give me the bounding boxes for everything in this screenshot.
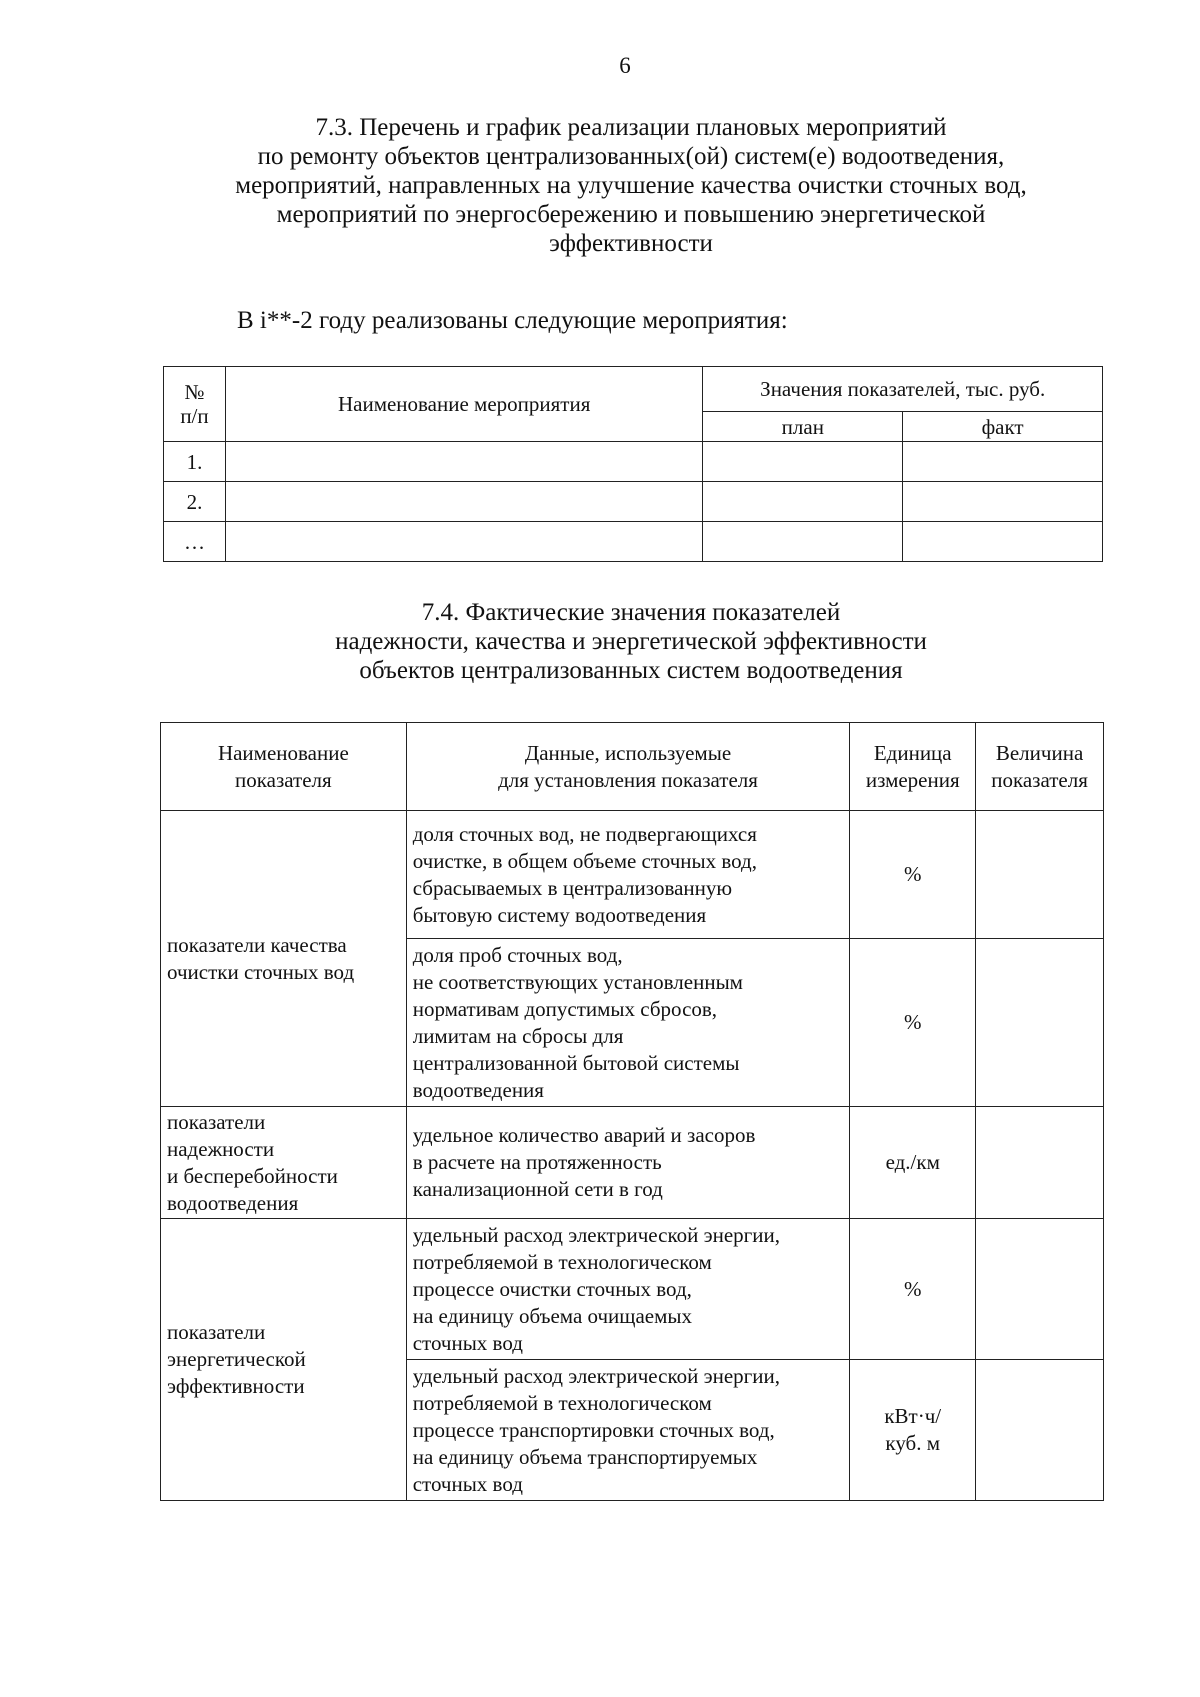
group-line: надежности: [167, 1136, 275, 1161]
header-line: Наименование: [217, 740, 349, 765]
unit-cell: [850, 1219, 976, 1360]
value-cell: [976, 1107, 1104, 1219]
header-line: измерения: [865, 767, 960, 792]
data-line: лимитам на сбросы для: [412, 1023, 624, 1048]
title-line: 7.3. Перечень и график реализации плановых мероприятий: [315, 114, 947, 141]
cell-plan: [703, 522, 903, 562]
source-data-cell: [406, 811, 850, 939]
table-row: [164, 482, 1103, 522]
group-line: показатели: [167, 1109, 266, 1134]
cell-activity: [225, 442, 702, 482]
header-value: [976, 723, 1104, 811]
group-line: очистки сточных вод: [167, 959, 355, 984]
data-line: на единицу объема очищаемых: [412, 1303, 692, 1328]
header-line: №: [184, 380, 205, 404]
data-line: централизованной бытовой системы: [412, 1050, 740, 1075]
unit-line: %: [903, 862, 922, 886]
value-cell: [976, 1360, 1104, 1501]
header-source-data: [406, 723, 850, 811]
group-line: энергетической: [167, 1347, 306, 1371]
header-line: для установления показателя: [498, 767, 758, 792]
data-line: нормативам допустимых сбросов,: [412, 996, 718, 1021]
data-line: удельный расход электрической энергии,: [412, 1222, 780, 1247]
page-number: 6: [619, 53, 631, 78]
header-line: Единица: [873, 740, 952, 765]
section-7-3-title: [150, 113, 1112, 258]
header-unit: [850, 723, 976, 811]
header-plan: план: [703, 412, 903, 442]
intro-text: В i**-2 году реализованы следующие мероприятия:: [237, 307, 788, 334]
table-row: [164, 442, 1103, 482]
title-line: мероприятий, направленных на улучшение качества очистки сточных вод,: [235, 172, 1027, 199]
data-line: канализационной сети в год: [412, 1177, 663, 1201]
group-line: показатели качества: [167, 932, 347, 957]
table-row: [161, 1219, 1104, 1360]
section-7-4-title: [150, 598, 1112, 685]
unit-line: %: [903, 1010, 922, 1034]
group-reliability-indicators: [161, 1107, 407, 1219]
table-row: [161, 811, 1104, 939]
table-header-row: [164, 367, 1103, 412]
title-line: объектов централизованных систем водоотведения: [359, 657, 903, 684]
title-line: эффективности: [549, 230, 713, 257]
value-cell: [976, 811, 1104, 939]
data-line: процессе очистки сточных вод,: [412, 1276, 692, 1301]
header-line: Данные, используемые: [524, 740, 732, 765]
data-line: процессе транспортировки сточных вод,: [412, 1417, 775, 1442]
data-line: не соответствующих установленным: [412, 969, 743, 994]
data-line: доля проб сточных вод,: [412, 942, 623, 967]
data-line: сбрасываемых в централизованную: [412, 875, 733, 900]
source-data-cell: [406, 1360, 850, 1501]
data-line: очистке, в общем объеме сточных вод,: [412, 848, 757, 873]
group-line: эффективности: [167, 1374, 305, 1398]
row-number: 2.: [164, 482, 226, 522]
unit-cell: [850, 939, 976, 1107]
group-line: показатели: [167, 1320, 266, 1344]
header-indicator-name: [161, 723, 407, 811]
source-data-cell: [406, 1107, 850, 1219]
title-line: мероприятий по энергосбережению и повышению энергетической: [276, 201, 986, 228]
group-quality-indicators: [161, 811, 407, 1107]
data-line: водоотведения: [412, 1077, 544, 1102]
cell-activity: [225, 522, 702, 562]
unit-line: кВт·ч/: [884, 1404, 942, 1428]
data-line: в расчете на протяженность: [412, 1150, 662, 1174]
data-line: удельный расход электрической энергии,: [412, 1363, 780, 1388]
unit-cell: [850, 1360, 976, 1501]
indicators-table: [160, 722, 1104, 1501]
table-header-row: [161, 723, 1104, 811]
cell-plan: [703, 442, 903, 482]
unit-line: %: [903, 1276, 922, 1301]
row-number: 1.: [164, 442, 226, 482]
cell-activity: [225, 482, 702, 522]
data-line: на единицу объема транспортируемых: [412, 1444, 758, 1469]
cell-plan: [703, 482, 903, 522]
data-line: доля сточных вод, не подвергающихся: [412, 821, 757, 846]
unit-cell: [850, 1107, 976, 1219]
header-fact: факт: [903, 412, 1103, 442]
header-number: [164, 367, 226, 442]
group-line: водоотведения: [167, 1190, 299, 1215]
data-line: удельное количество аварий и засоров: [412, 1123, 756, 1147]
cell-fact: [903, 522, 1103, 562]
group-energy-indicators: [161, 1219, 407, 1501]
value-cell: [976, 1219, 1104, 1360]
data-line: сточных вод: [412, 1330, 523, 1355]
data-line: потребляемой в технологическом: [412, 1390, 712, 1415]
header-line: Величина: [995, 740, 1084, 765]
cell-fact: [903, 442, 1103, 482]
unit-line: куб. м: [885, 1431, 941, 1455]
data-line: бытовую систему водоотведения: [412, 902, 707, 927]
header-line: показателя: [235, 767, 332, 792]
source-data-cell: [406, 939, 850, 1107]
header-values: Значения показателей, тыс. руб.: [703, 367, 1103, 412]
header-line: п/п: [180, 404, 209, 428]
table-row: [161, 1107, 1104, 1219]
group-line: и бесперебойности: [167, 1163, 338, 1188]
data-line: сточных вод: [412, 1471, 523, 1496]
data-line: потребляемой в технологическом: [412, 1249, 712, 1274]
source-data-cell: [406, 1219, 850, 1360]
title-line: 7.4. Фактические значения показателей: [421, 599, 841, 626]
title-line: надежности, качества и энергетической эффективности: [335, 628, 927, 655]
title-line: по ремонту объектов централизованных(ой) систем(е) водоотведения,: [257, 143, 1005, 170]
row-number: …: [164, 522, 226, 562]
header-activity-name: Наименование мероприятия: [225, 367, 702, 442]
cell-fact: [903, 482, 1103, 522]
activities-table: [163, 366, 1103, 562]
unit-line: ед./км: [885, 1150, 940, 1174]
unit-cell: [850, 811, 976, 939]
value-cell: [976, 939, 1104, 1107]
header-line: показателя: [991, 767, 1088, 792]
table-row: [164, 522, 1103, 562]
